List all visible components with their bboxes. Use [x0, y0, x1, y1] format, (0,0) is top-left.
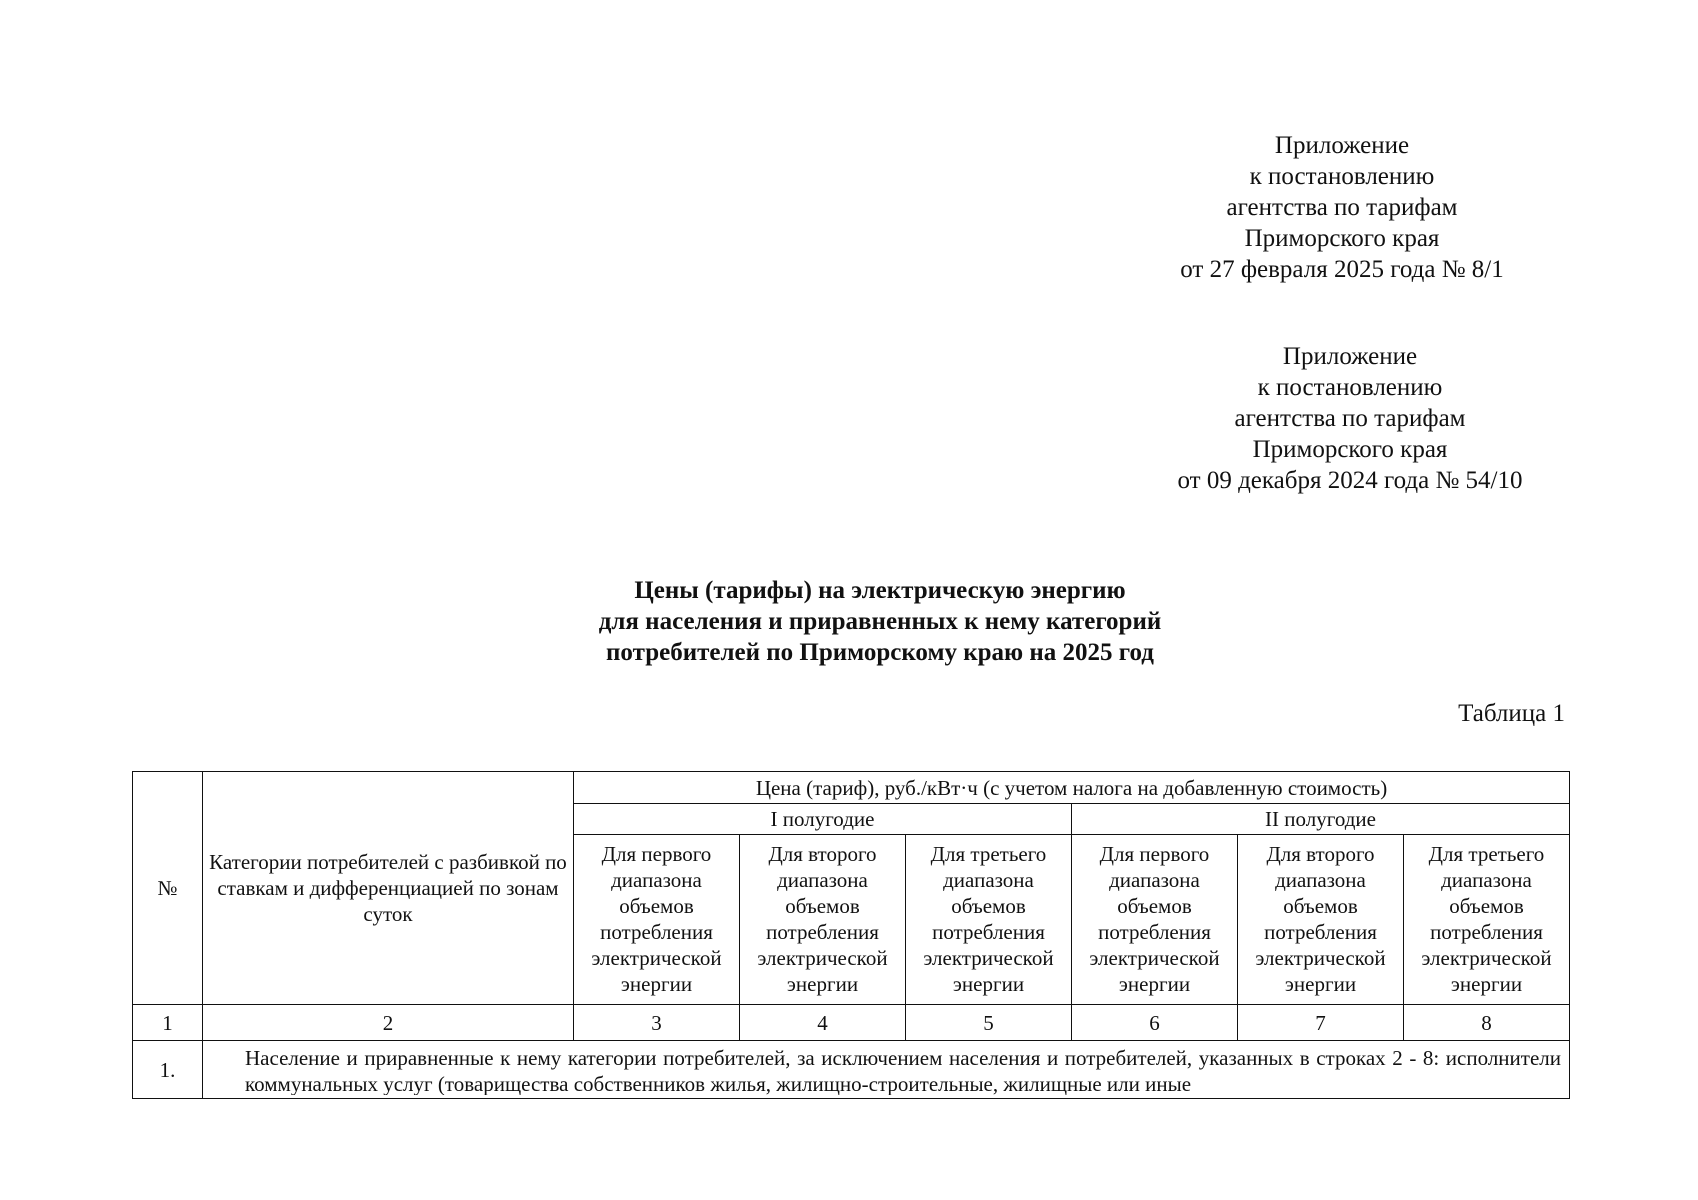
document-title [450, 575, 1310, 668]
range-line: потребления [600, 920, 713, 944]
column-number: 5 [906, 1005, 1072, 1041]
range-line: энергии [1450, 972, 1523, 996]
appendix-line: Приморского края [1244, 225, 1440, 252]
title-line: для населения и приравненных к нему категорий [598, 608, 1162, 635]
table-label: Таблица 1 [1458, 700, 1565, 727]
range-line: энергии [1118, 972, 1191, 996]
appendix-line: Приморского края [1252, 436, 1448, 463]
row-category-text-content: Население и приравненные к нему категории потребителей, за исключением населения и потребителей, указанных в строках 2 - 8: исполнители коммунальных услуг (товарищества собственников жилья, жилищно-строительные, жилищные или иные [245, 1046, 1561, 1095]
range-line: объемов [1283, 894, 1358, 918]
range-line: объемов [619, 894, 694, 918]
appendix-line: к постановлению [1257, 374, 1443, 401]
range-line: Для третьего [1428, 842, 1545, 866]
range-line: Для второго [768, 842, 877, 866]
range-line: диапазона [1441, 868, 1532, 892]
header-half-year-1: I полугодие [574, 804, 1072, 835]
range-line: электрической [1089, 946, 1220, 970]
appendix-line: от 09 декабря 2024 года № 54/10 [1177, 467, 1523, 494]
range-line: потребления [766, 920, 879, 944]
range-line: электрической [757, 946, 888, 970]
range-line: электрической [1255, 946, 1386, 970]
appendix-line: к постановлению [1249, 163, 1435, 190]
appendix-line: агентства по тарифам [1234, 405, 1466, 432]
tariff-table [132, 771, 1570, 1099]
column-number: 1 [133, 1005, 203, 1041]
row-number: 1. [133, 1041, 203, 1099]
appendix-line: Приложение [1274, 132, 1410, 159]
range-line: Для первого [1099, 842, 1210, 866]
range-line: потребления [932, 920, 1045, 944]
range-line: Для второго [1266, 842, 1375, 866]
column-number: 4 [740, 1005, 906, 1041]
header-range-1 [574, 835, 740, 1005]
header-range-4 [1072, 835, 1238, 1005]
column-number: 6 [1072, 1005, 1238, 1041]
range-line: потребления [1264, 920, 1377, 944]
column-number-row [133, 1005, 1570, 1041]
header-categories: Категории потребителей с разбивкой по ставкам и дифференциацией по зонам суток [203, 772, 574, 1005]
range-line: электрической [1421, 946, 1552, 970]
range-line: потребления [1430, 920, 1543, 944]
range-line: диапазона [1109, 868, 1200, 892]
column-number: 2 [203, 1005, 574, 1041]
range-line: Для первого [601, 842, 712, 866]
header-range-5 [1238, 835, 1404, 1005]
range-line: электрической [923, 946, 1054, 970]
appendix-line: от 27 февраля 2025 года № 8/1 [1180, 256, 1504, 283]
header-half-year-2: II полугодие [1072, 804, 1570, 835]
appendix-header-previous [1090, 341, 1610, 496]
table-row [133, 1041, 1570, 1099]
header-range-6 [1404, 835, 1570, 1005]
header-range-3 [906, 835, 1072, 1005]
title-line: Цены (тарифы) на электрическую энергию [634, 577, 1126, 604]
range-line: объемов [1117, 894, 1192, 918]
range-line: Для третьего [930, 842, 1047, 866]
appendix-line: агентства по тарифам [1226, 194, 1458, 221]
range-line: диапазона [1275, 868, 1366, 892]
range-line: энергии [620, 972, 693, 996]
range-line: потребления [1098, 920, 1211, 944]
range-line: диапазона [611, 868, 702, 892]
range-line: электрической [591, 946, 722, 970]
column-number: 3 [574, 1005, 740, 1041]
column-number: 8 [1404, 1005, 1570, 1041]
range-line: объемов [951, 894, 1026, 918]
row-category-text [203, 1041, 1570, 1099]
appendix-line: Приложение [1282, 343, 1418, 370]
title-line: потребителей по Приморскому краю на 2025 год [606, 639, 1154, 666]
appendix-header-current [1082, 130, 1602, 285]
range-line: объемов [785, 894, 860, 918]
column-number: 7 [1238, 1005, 1404, 1041]
range-line: объемов [1449, 894, 1524, 918]
range-line: энергии [952, 972, 1025, 996]
header-price: Цена (тариф), руб./кВт·ч (с учетом налога на добавленную стоимость) [574, 772, 1570, 804]
range-line: энергии [1284, 972, 1357, 996]
range-line: энергии [786, 972, 859, 996]
range-line: диапазона [777, 868, 868, 892]
header-range-2 [740, 835, 906, 1005]
header-number: № [133, 772, 203, 1005]
range-line: диапазона [943, 868, 1034, 892]
